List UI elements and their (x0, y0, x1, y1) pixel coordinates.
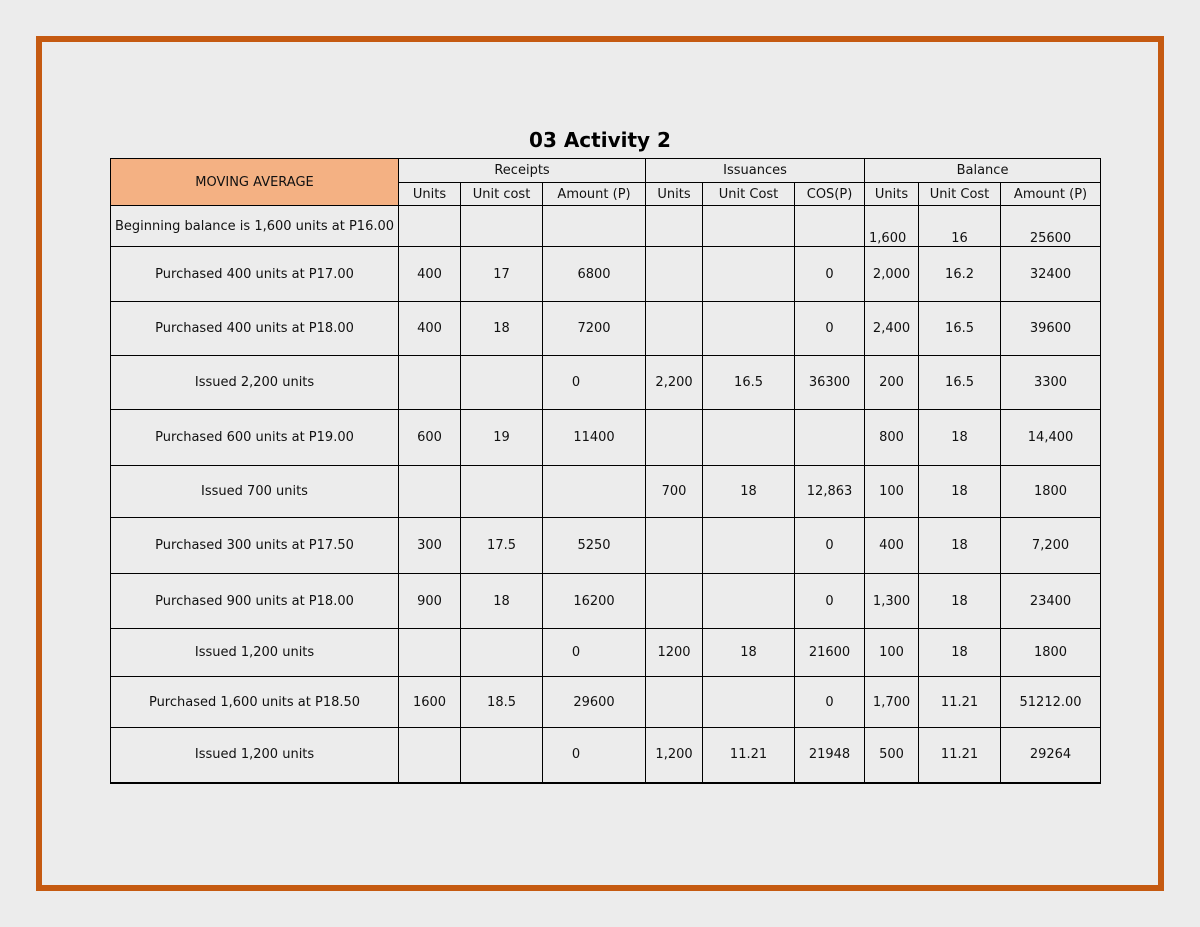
table-cell: 600 (399, 410, 461, 466)
table-cell: 200 (865, 356, 919, 410)
table-cell: 21948 (795, 728, 865, 783)
group-header-issuances: Issuances (646, 159, 865, 183)
table-cell: 18 (919, 518, 1001, 574)
table-cell: 16.5 (919, 302, 1001, 356)
table-cell: 32400 (1001, 247, 1101, 302)
table-cell (703, 677, 795, 728)
table-cell (543, 206, 646, 247)
table-row (111, 574, 1101, 629)
table-cell: 700 (646, 466, 703, 518)
table-cell: 18 (461, 302, 543, 356)
column-header: Unit Cost (703, 183, 795, 206)
table-row (111, 677, 1101, 728)
table-cell (703, 206, 795, 247)
table-cell: 18.5 (461, 677, 543, 728)
table-cell: 7,200 (1001, 518, 1101, 574)
table-cell: 18 (919, 574, 1001, 629)
table-cell: 18 (919, 410, 1001, 466)
table-cell (795, 206, 865, 247)
table-cell: 11.21 (703, 728, 795, 783)
table-cell (646, 518, 703, 574)
table-cell: 51212.00 (1001, 677, 1101, 728)
row-description: Issued 1,200 units (111, 728, 399, 783)
table-cell: 29600 (543, 677, 646, 728)
table-row (111, 466, 1101, 518)
table-cell: 2,200 (646, 356, 703, 410)
table-cell: 7200 (543, 302, 646, 356)
table-cell: 2,000 (865, 247, 919, 302)
table-cell (703, 518, 795, 574)
table-cell: 19 (461, 410, 543, 466)
table-cell: 0 (795, 518, 865, 574)
row-description: Issued 1,200 units (111, 629, 399, 677)
column-header: Amount (P) (543, 183, 646, 206)
table-row (111, 629, 1101, 677)
table-cell (646, 677, 703, 728)
table-cell: 1800 (1001, 629, 1101, 677)
table-cell: 800 (865, 410, 919, 466)
table-cell (703, 574, 795, 629)
table-cell: 2,400 (865, 302, 919, 356)
column-header: Unit cost (461, 183, 543, 206)
table-cell: 100 (865, 629, 919, 677)
table-row (111, 356, 1101, 410)
table-cell: 25600 (1001, 206, 1101, 247)
row-description: Beginning balance is 1,600 units at P16.00 (111, 206, 399, 247)
column-header: COS(P) (795, 183, 865, 206)
table-cell (703, 247, 795, 302)
table-cell: 0 (795, 247, 865, 302)
table-cell (399, 356, 461, 410)
table-cell: 400 (399, 302, 461, 356)
table-cell: 21600 (795, 629, 865, 677)
table-cell (543, 466, 646, 518)
table-cell (646, 247, 703, 302)
table-cell (646, 574, 703, 629)
table-row (111, 728, 1101, 783)
table-cell: 29264 (1001, 728, 1101, 783)
row-description: Purchased 900 units at P18.00 (111, 574, 399, 629)
table-cell: 0 (795, 677, 865, 728)
table-cell: 18 (919, 629, 1001, 677)
column-header: Units (865, 183, 919, 206)
table-cell: 5250 (543, 518, 646, 574)
table-cell (461, 356, 543, 410)
table-cell: 23400 (1001, 574, 1101, 629)
column-header: Amount (P) (1001, 183, 1101, 206)
table-cell: 0 (543, 356, 646, 410)
row-description: Issued 2,200 units (111, 356, 399, 410)
table-cell (461, 629, 543, 677)
table-cell: 0 (543, 728, 646, 783)
table-cell: 16 (919, 206, 1001, 247)
table-cell: 11400 (543, 410, 646, 466)
table-cell: 18 (461, 574, 543, 629)
table-cell: 1800 (1001, 466, 1101, 518)
table-cell: 0 (795, 574, 865, 629)
table-cell: 36300 (795, 356, 865, 410)
table-cell: 16.2 (919, 247, 1001, 302)
row-description: Purchased 1,600 units at P18.50 (111, 677, 399, 728)
page-title: 03 Activity 2 (529, 128, 671, 152)
table-cell (646, 206, 703, 247)
table-cell: 1,300 (865, 574, 919, 629)
table-cell (461, 206, 543, 247)
table-cell: 1,600 (865, 206, 919, 247)
table-cell (461, 728, 543, 783)
row-description: Issued 700 units (111, 466, 399, 518)
table-row (111, 518, 1101, 574)
table-cell: 11.21 (919, 677, 1001, 728)
table-cell: 17.5 (461, 518, 543, 574)
table-cell: 17 (461, 247, 543, 302)
table-cell: 39600 (1001, 302, 1101, 356)
table-row (111, 247, 1101, 302)
table-cell (795, 410, 865, 466)
table-cell: 12,863 (795, 466, 865, 518)
group-header-balance: Balance (865, 159, 1101, 183)
table-cell (461, 466, 543, 518)
group-header-receipts: Receipts (399, 159, 646, 183)
column-header: Units (399, 183, 461, 206)
table-cell: 18 (703, 466, 795, 518)
table-cell: 1200 (646, 629, 703, 677)
table-cell: 100 (865, 466, 919, 518)
table-cell (399, 466, 461, 518)
table-row (111, 206, 1101, 247)
table-row (111, 302, 1101, 356)
row-description: Purchased 400 units at P17.00 (111, 247, 399, 302)
table-cell (703, 302, 795, 356)
table-cell: 400 (865, 518, 919, 574)
table-cell: 16.5 (703, 356, 795, 410)
table-cell: 0 (543, 629, 646, 677)
row-description: Purchased 400 units at P18.00 (111, 302, 399, 356)
table-cell (646, 302, 703, 356)
table-cell: 900 (399, 574, 461, 629)
table-cell: 500 (865, 728, 919, 783)
table-cell: 18 (703, 629, 795, 677)
column-header: Unit Cost (919, 183, 1001, 206)
table-cell: 11.21 (919, 728, 1001, 783)
table-cell: 6800 (543, 247, 646, 302)
table-cell: 300 (399, 518, 461, 574)
table-cell: 16200 (543, 574, 646, 629)
table-cell (646, 410, 703, 466)
table-row (111, 410, 1101, 466)
table-cell: 400 (399, 247, 461, 302)
column-header: Units (646, 183, 703, 206)
table-cell: 18 (919, 466, 1001, 518)
table-cell: 16.5 (919, 356, 1001, 410)
row-description: Purchased 300 units at P17.50 (111, 518, 399, 574)
table-cell: 1600 (399, 677, 461, 728)
table-cell (399, 206, 461, 247)
table-cell: 14,400 (1001, 410, 1101, 466)
table-cell: 0 (795, 302, 865, 356)
table-cell: 1,700 (865, 677, 919, 728)
moving-average-table (110, 158, 1101, 784)
table-cell (399, 629, 461, 677)
table-cell (399, 728, 461, 783)
table-cell (703, 410, 795, 466)
row-description: Purchased 600 units at P19.00 (111, 410, 399, 466)
table-cell: 3300 (1001, 356, 1101, 410)
table-label-header: MOVING AVERAGE (111, 159, 399, 206)
table-cell: 1,200 (646, 728, 703, 783)
